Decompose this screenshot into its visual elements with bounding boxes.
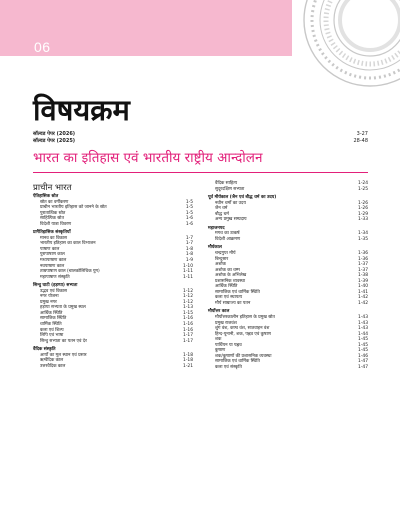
paper-pages: 3-27 [356, 131, 368, 137]
toc-entry-page: 1-43 [358, 315, 368, 321]
toc-entry-title: पूर्व मौर्यकाल (जैन एवं बौद्ध धर्म का उदय) [208, 195, 277, 201]
toc-entry-title: हिन्द-यूनानी, शक, पह्लव एवं कुषाण [215, 331, 271, 337]
toc-entry-title: प्रमुख राजवंश [215, 320, 237, 326]
toc-entry-page: 1-13 [183, 305, 193, 311]
toc-entry-title: अन्य प्रमुख सम्प्रदाय [215, 217, 247, 223]
toc-entry-page: 1-16 [183, 316, 193, 322]
toc-entry-title: मौर्य साम्राज्य का पतन [215, 300, 251, 306]
paper-row [33, 138, 368, 144]
toc-entry-page: 1-39 [358, 278, 368, 284]
toc-entry-page: 1-26 [358, 206, 368, 212]
toc-entry [33, 339, 193, 345]
toc-entry-page: 1-40 [358, 284, 368, 290]
toc-entry-title: नवपाषाण काल [40, 263, 65, 269]
toc-entry-page: 1-16 [183, 322, 193, 328]
toc-entry-title: पाषाण काल [40, 246, 60, 252]
toc-entry-page: 1-43 [358, 320, 368, 326]
toc-entry-title: सुदूरदक्षिण सभ्यता [215, 186, 245, 192]
toc-entry-title: पुरापाषाण काल [40, 252, 65, 258]
toc-entry-page: 1-36 [358, 256, 368, 262]
toc-entry-page: 1-15 [183, 310, 193, 316]
toc-entry-title: मध्यपाषाण काल [40, 258, 67, 264]
toc-entry-page: 1-18 [183, 352, 193, 358]
toc-entry-title: पुरातात्विक स्रोत [40, 210, 66, 216]
toc-entry [208, 217, 368, 223]
chapter-number: 06 [34, 39, 51, 55]
toc-entry-page: 1-5 [185, 199, 193, 205]
toc-entry-title: मौर्योत्तर काल [208, 309, 230, 315]
toc-entry-page: 1-11 [183, 269, 193, 275]
era-title: प्राचीन भारत [33, 183, 72, 193]
header-band [0, 0, 292, 56]
toc-entry-page: 1-46 [358, 353, 368, 359]
toc-entry-title: सिन्धु सभ्यता का पतन एवं देर [40, 338, 87, 344]
toc-entry [208, 237, 368, 243]
toc-entry-title: अशोक का धम्म [215, 267, 240, 273]
toc-entry [33, 275, 193, 281]
toc-entry-page: 1-7 [185, 241, 193, 247]
toc-entry-page: 1-9 [185, 258, 193, 264]
toc-entry-title: स्रोत का वर्गीकरण [40, 199, 69, 205]
toc-entry-page: 1-18 [183, 358, 193, 364]
toc-entry-title: कुषाण [215, 348, 226, 354]
toc-entry-page: 1-11 [183, 274, 193, 280]
toc-entry-title: कला एवं संस्कृति [215, 364, 242, 370]
toc-entry-title: सामाजिक एवं धार्मिक स्थिति [215, 359, 260, 365]
toc-entry-title: उद्भव एवं विकास [40, 288, 68, 294]
toc-entry [33, 222, 193, 228]
toc-entry-title: नवीन धर्मों का उदय [215, 200, 246, 206]
toc-entry-title: धार्मिक स्थिति [40, 322, 62, 328]
toc-entry-title: आर्यों का मूल स्थान एवं प्रसार [40, 352, 87, 358]
toc-entry-page: 1-36 [358, 251, 368, 257]
toc-entry-title: अशोक के अभिलेख [215, 273, 247, 279]
toc-entry-page: 1-35 [358, 236, 368, 242]
toc-entry-page: 1-43 [358, 326, 368, 332]
toc-entry-title: सामाजिक एवं धार्मिक स्थिति [215, 289, 260, 295]
toc-entry-page: 1-42 [358, 295, 368, 301]
toc-entry-page: 1-17 [183, 333, 193, 339]
toc-entry-page: 1-29 [358, 211, 368, 217]
toc-entry-page: 1-37 [358, 267, 368, 273]
toc-entry-title: जैन धर्म [215, 206, 228, 212]
toc-entry-title: वैदिक साहित्य [215, 181, 238, 186]
toc-entry-title: ऋग्वैदिक काल [40, 358, 64, 364]
toc-entry-title: आर्थिक स्थिति [40, 310, 63, 316]
paper-pages: 28-48 [353, 138, 368, 144]
toc-entry [208, 301, 368, 307]
toc-entry-title: ताम्रपाषाण काल (चालकोलिथिक युग) [40, 269, 100, 275]
toc-entry-page: 1-45 [358, 342, 368, 348]
toc-entry-page: 1-25 [358, 186, 368, 192]
toc-entry-title: शक/कुषाणों की प्रशासनिक व्यवस्था [215, 353, 272, 359]
toc-entry-title: हड़प्पा सभ्यता के प्रमुख स्थल [40, 305, 86, 311]
toc-entry-title: सिन्धु घाटी (हड़प्पा) सभ्यता [33, 283, 78, 289]
toc-entry-page: 1-47 [358, 359, 368, 365]
toc-entry-title: प्रमुख नगर [40, 299, 57, 305]
toc-entry-page: 1-45 [358, 337, 368, 343]
toc-entry-title: पार्थियन या पह्लव [215, 342, 242, 348]
toc-entry-title: ऐतिहासिक स्रोत [33, 194, 59, 199]
toc-entry-title: विदेशी आक्रमण [215, 236, 241, 242]
toc-entry-page: 1-17 [183, 338, 193, 344]
toc-entry-page: 1-12 [183, 294, 193, 300]
toc-entry-page: 1-6 [185, 221, 193, 227]
section-divider [33, 172, 368, 173]
toc-entry-page: 1-5 [185, 205, 193, 211]
toc-entry [33, 364, 193, 370]
toc-entry-page: 1-45 [358, 348, 368, 354]
toc-entry-title: साहित्यिक स्रोत [40, 216, 64, 222]
toc-entry-title: लिपि एवं भाषा [40, 333, 64, 339]
toc-entry-title: महापाषाण संस्कृति [40, 274, 70, 280]
toc-entry-title: प्रशासनिक व्यवस्था [215, 278, 245, 284]
toc-entry-title: शक [215, 337, 222, 343]
toc-entry-title: मगध का उत्कर्ष [215, 231, 240, 237]
toc-entry-title: कला एवं शिल्प [40, 327, 64, 333]
paper-label: सॉल्वड पेपर (2026) [33, 131, 76, 137]
toc-entry-title: महाजनपद [208, 225, 225, 231]
toc-entry-title: बौद्ध धर्म [215, 211, 229, 217]
toc-entry-page: 1-6 [185, 216, 193, 222]
toc-entry [208, 187, 368, 193]
toc-entry-page: 1-8 [185, 252, 193, 258]
toc-entry-page: 1-33 [358, 217, 368, 223]
toc-right-column [208, 181, 368, 371]
paper-label: सॉल्वड पेपर (2025) [33, 138, 76, 144]
toc-entry-page: 1-42 [358, 300, 368, 306]
page-title: विषयक्रम [33, 93, 130, 127]
toc-entry-title: उत्तरवैदिक काल [40, 363, 66, 369]
toc-entry-title: भारतीय इतिहास का काल विभाजन [40, 241, 96, 247]
section-title: भारत का इतिहास एवं भारतीय राष्ट्रीय आन्दोलन [33, 150, 263, 166]
toc-entry-page: 1-21 [183, 363, 193, 369]
toc-entry-title: विदेशी यात्रा विवरण [40, 221, 72, 227]
toc-entry-page: 1-47 [358, 364, 368, 370]
toc-entry-title: नगर योजना [40, 294, 59, 300]
toc-entry-title: बिन्दुसार [215, 256, 229, 262]
toc-entry-title: प्रागैतिहासिक संस्कृतियाँ [33, 230, 71, 236]
toc-entry-page: 1-41 [358, 289, 368, 295]
toc-entry-title: अशोक [215, 262, 226, 268]
toc-entry-title: सामाजिक स्थिति [40, 316, 67, 322]
toc-entry-title: आर्थिक स्थिति [215, 284, 238, 290]
toc-entry-page: 1-8 [185, 246, 193, 252]
toc-entry-title: कला एवं स्थापत्य [215, 295, 243, 301]
toc-entry-page: 1-12 [183, 288, 193, 294]
toc-entry-page: 1-34 [358, 231, 368, 237]
toc-entry-title: चन्द्रगुप्त मौर्य [215, 251, 236, 257]
toc-left-column [33, 194, 193, 369]
toc-entry-title: मानव का विकास [40, 235, 67, 241]
toc-entry-title: मौर्यकाल [208, 245, 222, 251]
toc-entry-page: 1-5 [185, 210, 193, 216]
decorative-rings-graphic [292, 0, 400, 108]
paper-row [33, 131, 368, 137]
toc-entry-title: शुंग वंश, कण्व वंश, सातवाहन वंश [215, 326, 270, 332]
toc-entry [208, 365, 368, 371]
toc-entry-page: 1-12 [183, 299, 193, 305]
toc-entry-title: वैदिक संस्कृति [33, 347, 56, 353]
toc-entry-page: 1-16 [183, 327, 193, 333]
toc-entry-page: 1-7 [185, 235, 193, 241]
toc-entry-page: 1-44 [358, 331, 368, 337]
toc-entry-page: 1-26 [358, 200, 368, 206]
toc-entry-page: 1-37 [358, 262, 368, 268]
toc-entry-title: प्राचीन भारतीय इतिहास को जानने के स्रोत [40, 205, 107, 211]
toc-entry-page: 1-10 [183, 263, 193, 269]
toc-entry-page: 1-24 [358, 181, 368, 186]
toc-entry-title: मौर्योत्तरकालीन इतिहास के प्रमुख स्रोत [215, 315, 275, 321]
toc-entry-page: 1-38 [358, 273, 368, 279]
